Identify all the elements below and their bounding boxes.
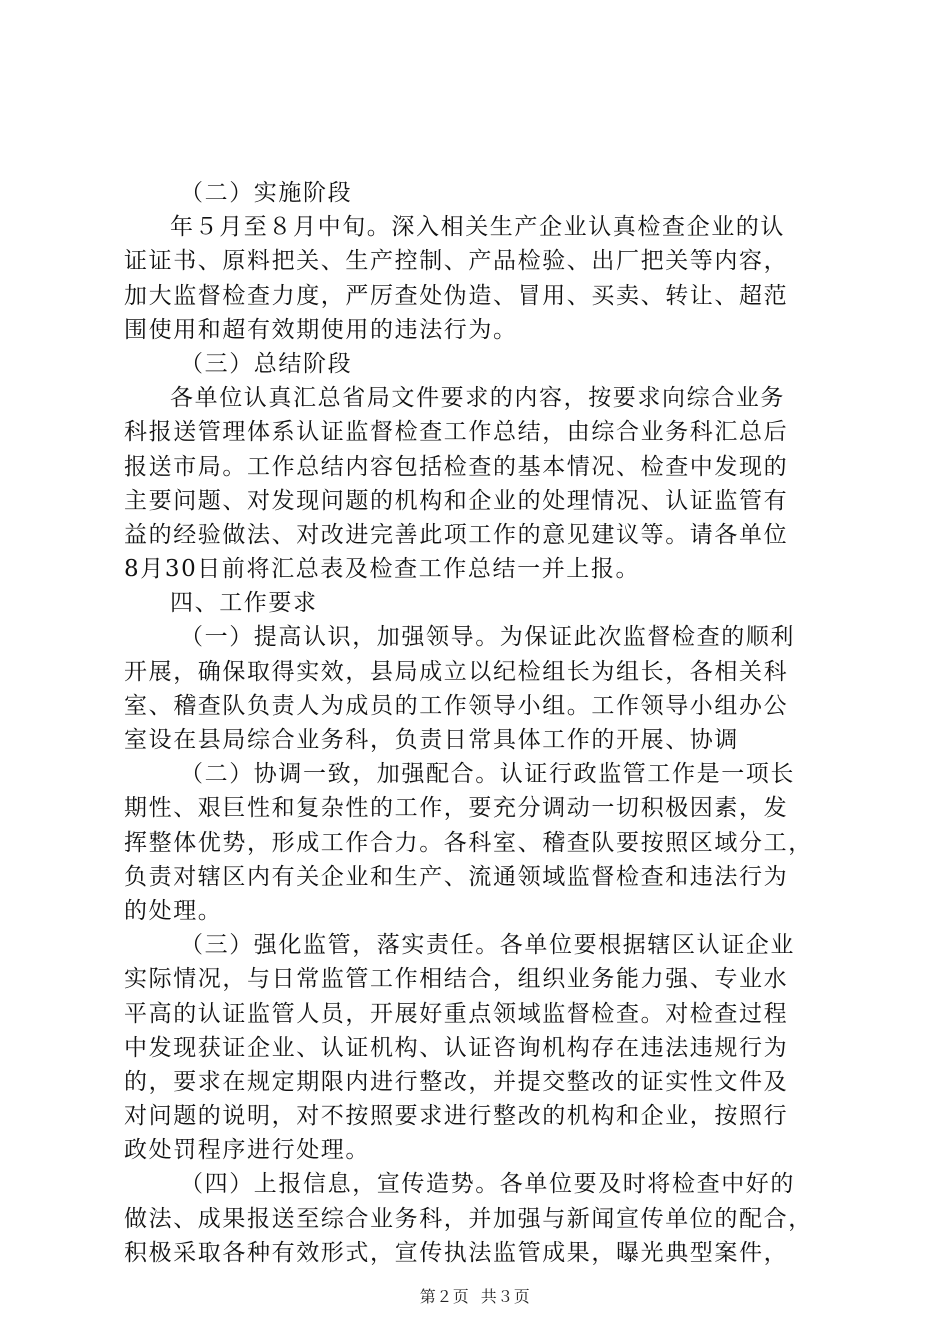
section-heading-implementation: （二）实施阶段	[180, 180, 353, 206]
paragraph-line: 室、稽查队负责人为成员的工作领导小组。工作领导小组办公	[124, 692, 789, 719]
paragraph-line: 室设在县局综合业务科，负责日常具体工作的开展、协调	[124, 727, 739, 753]
paragraph-line: 开展，确保取得实效，县局成立以纪检组长为组长，各相关科	[124, 658, 789, 685]
document-body	[124, 176, 844, 1270]
paragraph-line: 的，要求在规定期限内进行整改，并提交整改的证实性文件及	[124, 1068, 789, 1095]
paragraph-line: 做法、成果报送至综合业务科，并加强与新闻宣传单位的配合，	[124, 1205, 813, 1232]
section-heading-summary: （三）总结阶段	[180, 350, 353, 377]
paragraph-line: 年５月至８月中旬。深入相关生产企业认真检查企业的认	[170, 214, 785, 241]
paragraph-line: 挥整体优势，形成工作合力。各科室、稽查队要按照区域分工，	[124, 829, 813, 856]
section-heading-requirements: 四、工作要求	[170, 590, 318, 617]
paragraph-line: 积极采取各种有效形式，宣传执法监管成果，曝光典型案件，	[124, 1239, 789, 1266]
paragraph-line: 加大监督检查力度，严厉查处伪造、冒用、买卖、转让、超范	[124, 282, 789, 309]
paragraph-line: 各单位认真汇总省局文件要求的内容，按要求向综合业务	[170, 385, 785, 412]
paragraph-line: （三）强化监管，落实责任。各单位要根据辖区认证企业	[180, 932, 795, 959]
page-number: 第２页	[419, 1287, 470, 1306]
paragraph-line: 平高的认证监管人员，开展好重点领域监督检查。对检查过程	[124, 1000, 789, 1027]
paragraph-line: 8月30日前将汇总表及检查工作总结一并上报。	[124, 556, 641, 583]
paragraph-line: （二）协调一致，加强配合。认证行政监管工作是一项长	[180, 761, 795, 788]
paragraph-line: 中发现获证企业、认证机构、认证咨询机构存在违法违规行为	[124, 1034, 789, 1061]
page-total: 共３页	[480, 1287, 531, 1306]
paragraph-line: 主要问题、对发现问题的机构和企业的处理情况、认证监管有	[124, 487, 789, 514]
paragraph-line: 实际情况，与日常监管工作相结合，组织业务能力强、专业水	[124, 966, 789, 993]
paragraph-line: 报送市局。工作总结内容包括检查的基本情况、检查中发现的	[124, 453, 789, 480]
paragraph-line: 证证书、原料把关、生产控制、产品检验、出厂把关等内容，	[124, 248, 789, 275]
page-footer	[0, 1284, 950, 1307]
paragraph-line: 对问题的说明，对不按照要求进行整改的机构和企业，按照行	[124, 1103, 789, 1130]
paragraph-line: 的处理。	[124, 897, 223, 924]
paragraph-line: 政处罚程序进行处理。	[124, 1137, 370, 1164]
paragraph-line: （一）提高认识，加强领导。为保证此次监督检查的顺利	[180, 624, 795, 651]
paragraph-line: 负责对辖区内有关企业和生产、流通领域监督检查和违法行为	[124, 863, 789, 890]
paragraph-line: （四）上报信息，宣传造势。各单位要及时将检查中好的	[180, 1171, 795, 1198]
paragraph-line: 围使用和超有效期使用的违法行为。	[124, 316, 518, 343]
paragraph-line: 期性、艰巨性和复杂性的工作，要充分调动一切积极因素，发	[124, 795, 789, 822]
paragraph-line: 益的经验做法、对改进完善此项工作的意见建议等。请各单位	[124, 521, 789, 548]
paragraph-line: 科报送管理体系认证监督检查工作总结，由综合业务科汇总后	[124, 419, 789, 446]
